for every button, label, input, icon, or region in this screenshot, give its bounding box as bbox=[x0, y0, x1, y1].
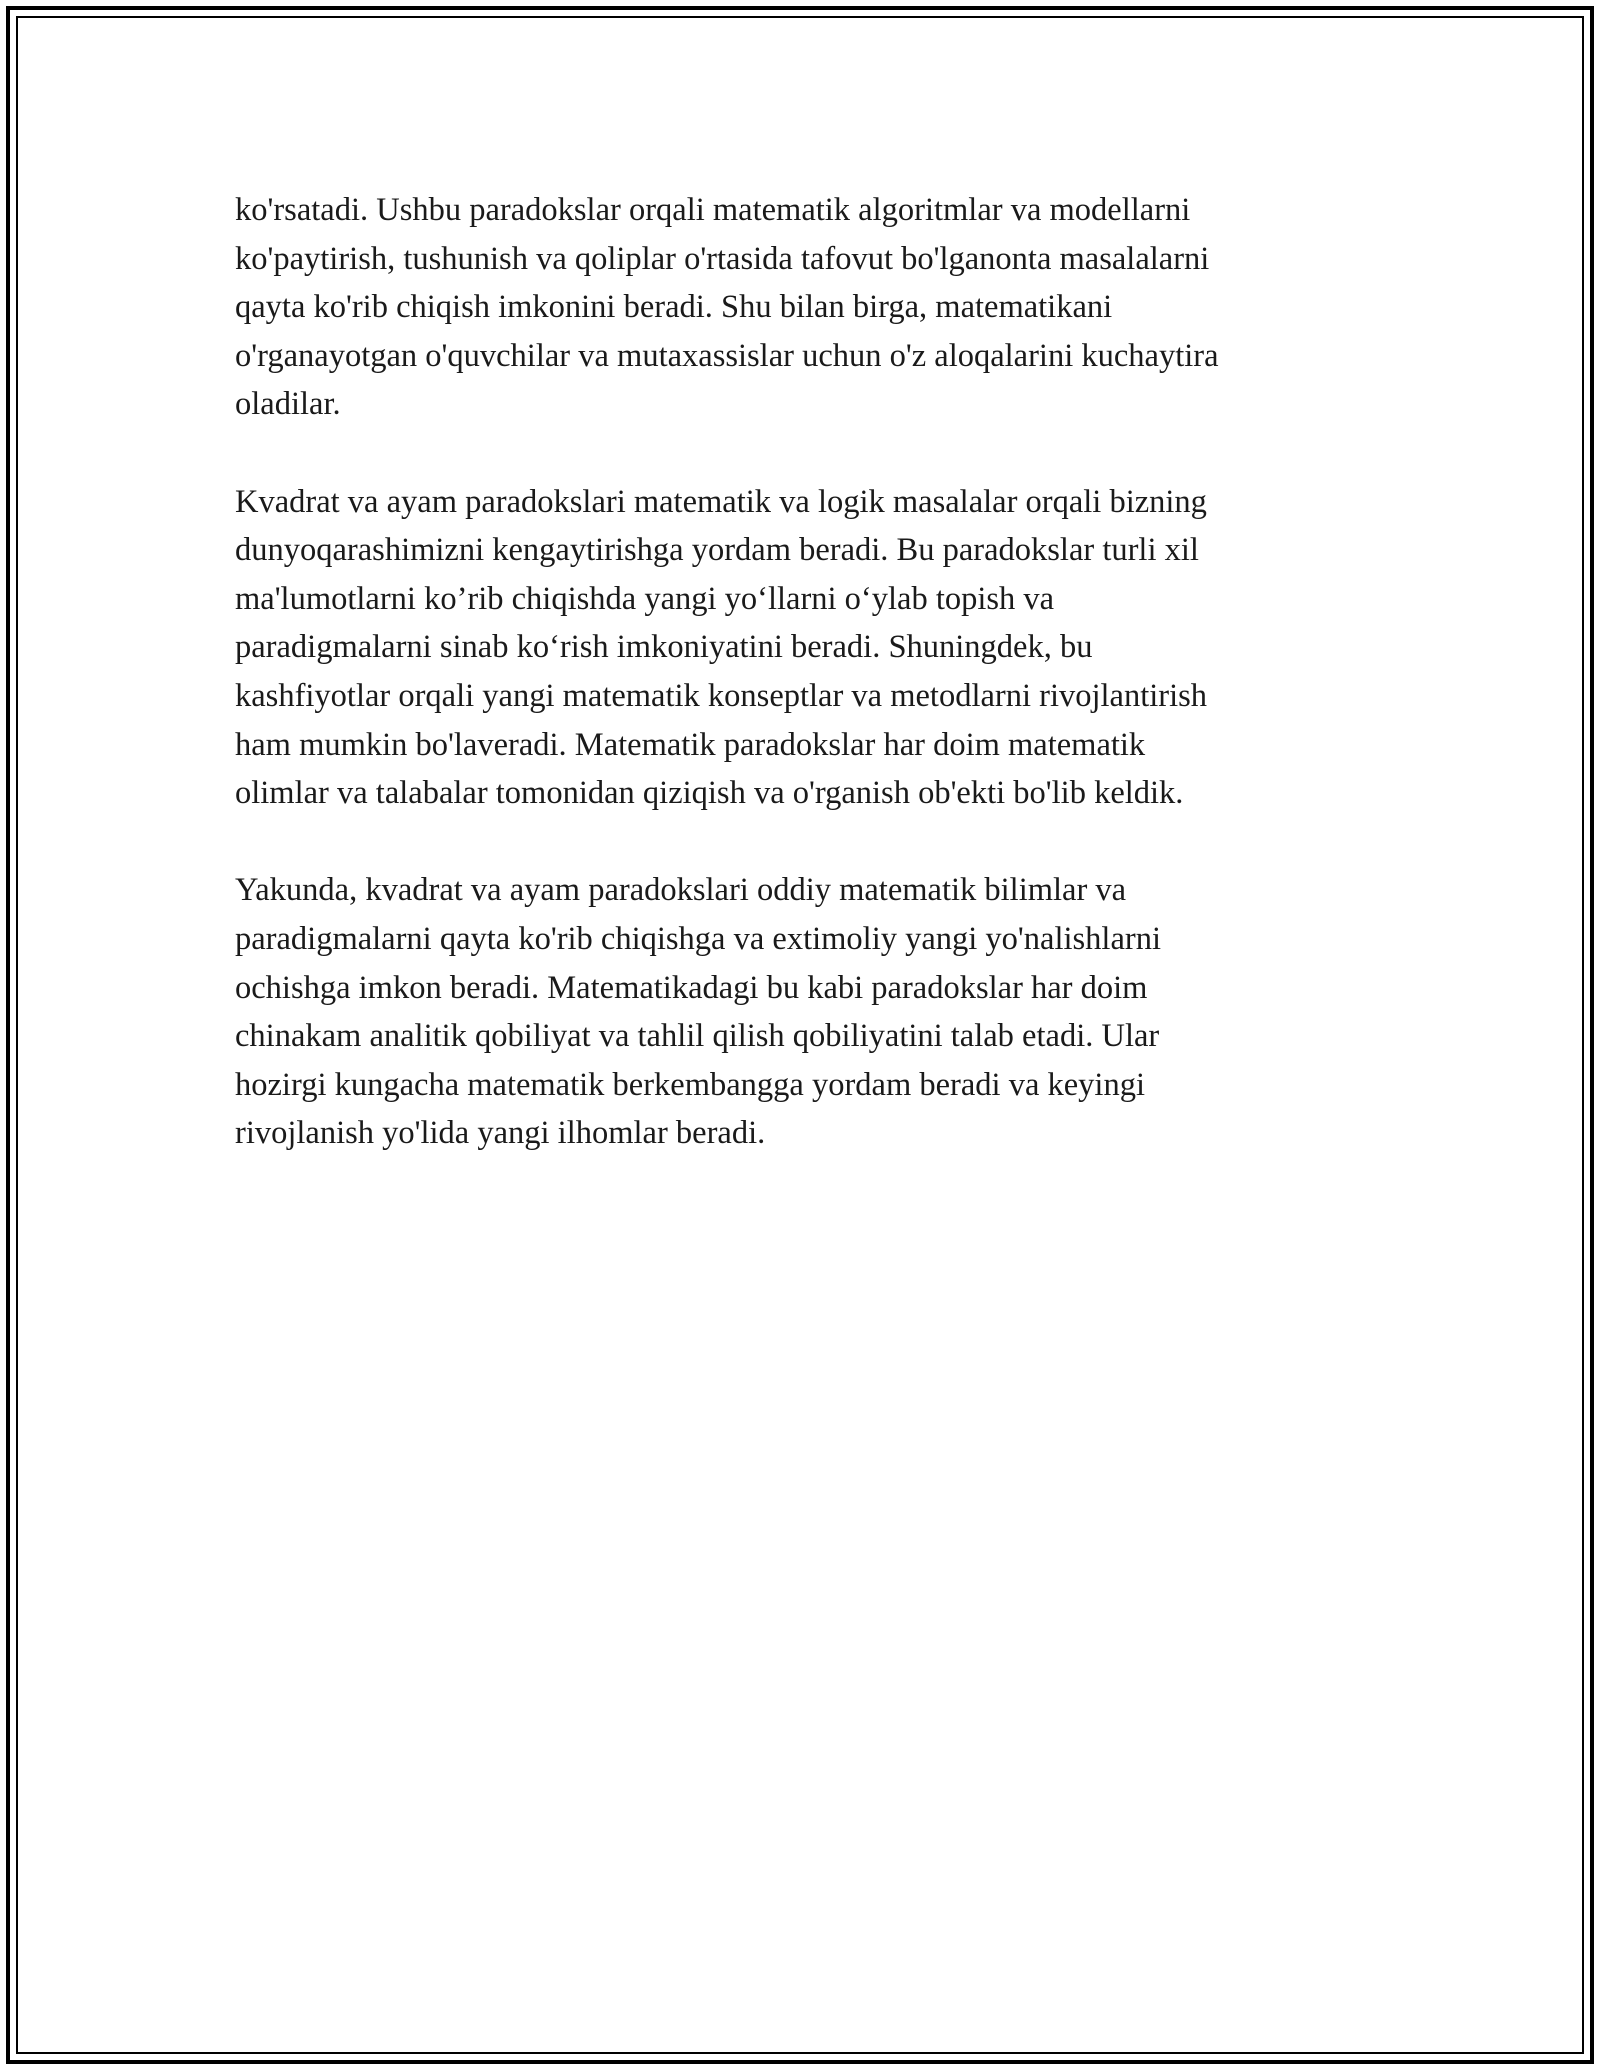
text-line: dunyoqarashimizni kengaytirishga yordam beradi. Bu paradokslar turli xil bbox=[235, 532, 1199, 569]
text-line: paradigmalarni sinab ko‘rish imkoniyatini beradi. Shuningdek, bu bbox=[235, 629, 1093, 666]
text-line: ko'paytirish, tushunish va qoliplar o'rtasida tafovut bo'lganonta masalalarni bbox=[235, 240, 1210, 277]
text-line: chinakam analitik qobiliyat va tahlil qilish qobiliyatini talab etadi. Ular bbox=[235, 1018, 1160, 1055]
paragraph-3 bbox=[235, 866, 1365, 1158]
text-line: ma'lumotlarni ko’rib chiqishda yangi yo‘llarni o‘ylab topish va bbox=[235, 580, 1055, 617]
text-line: Yakunda, kvadrat va ayam paradokslari oddiy matematik bilimlar va bbox=[235, 872, 1127, 909]
text-line: paradigmalarni qayta ko'rib chiqishga va extimoliy yangi yo'nalishlarni bbox=[235, 920, 1161, 957]
text-line: olimlar va talabalar tomonidan qiziqish va o'rganish ob'ekti bo'lib keldik. bbox=[235, 775, 1184, 812]
document-body bbox=[235, 186, 1365, 1206]
text-line: o'rganayotgan o'quvchilar va mutaxassislar uchun o'z aloqalarini kuchaytira bbox=[235, 337, 1219, 374]
text-line: hozirgi kungacha matematik berkembangga yordam beradi va keyingi bbox=[235, 1066, 1145, 1103]
paragraph-1 bbox=[235, 186, 1365, 429]
paragraph-2 bbox=[235, 478, 1365, 818]
text-line: qayta ko'rib chiqish imkonini beradi. Shu bilan birga, matematikani bbox=[235, 289, 1113, 326]
text-line: oladilar. bbox=[235, 386, 341, 423]
text-line: Kvadrat va ayam paradokslari matematik va logik masalalar orqali bizning bbox=[235, 483, 1207, 520]
text-line: ko'rsatadi. Ushbu paradokslar orqali matematik algoritmlar va modellarni bbox=[235, 192, 1191, 228]
text-line: rivojlanish yo'lida yangi ilhomlar beradi. bbox=[235, 1115, 766, 1152]
text-line: ochishga imkon beradi. Matematikadagi bu kabi paradokslar har doim bbox=[235, 969, 1148, 1006]
text-line: kashfiyotlar orqali yangi matematik konseptlar va metodlarni rivojlantirish bbox=[235, 677, 1208, 714]
text-line: ham mumkin bo'laveradi. Matematik paradokslar har doim matematik bbox=[235, 726, 1146, 763]
